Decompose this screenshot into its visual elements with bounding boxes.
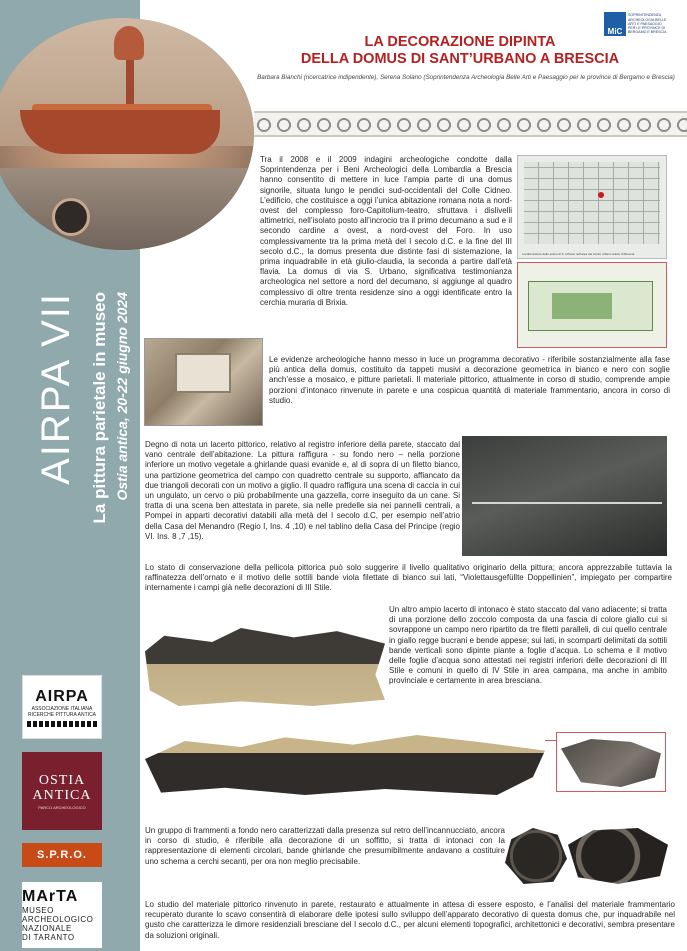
black-painting-fragment-photo	[462, 436, 667, 556]
evidence-paragraph: Le evidenze archeologiche hanno messo in luce un programma decorativo - riferibile sostanzialmente alla fase più antica della domus, costituito da tappeti musivi a decorazione geometrica in bianco e nero con soglie anch’esse a mosaico, e pitture parietali. Il materiale pittorico, attualmente in corso di studio, comprende ampie porzioni d’intonaco rinvenute in parete e una cospicua quantità di materiale frammentario, ancora in corso di studio.	[269, 355, 670, 405]
title-line-2: DELLA DOMUS DI SANT’URBANO A BRESCIA	[300, 51, 620, 67]
airpa-sub-2: RICERCHE PITTURA ANTICA	[27, 711, 97, 718]
ceiling-fragment-photo-2	[568, 828, 668, 884]
ostia-antica-logo	[22, 752, 102, 830]
marta-sub-4: DI TARANTO	[22, 933, 75, 942]
airpa-sub-1: ASSOCIAZIONE ITALIANA	[31, 705, 93, 712]
plaster-fragment-photo	[145, 620, 385, 710]
fresco-ship-image	[0, 18, 254, 250]
decorative-frieze	[254, 111, 687, 137]
painting-description-paragraph: Degno di nota un lacerto pittorico, relativo al registro inferiore della parete, staccato dal vano centrale dell’abitazione. La pittura raffigura - su fondo nero – nella porzione inferiore un motivo vegetale a ghirlande quasi evanide e, al di sopra di un filetto bianco, una partizione geometrica del campo con quadretto centrale su supporto, affiancato da due triangoli decorati con un motivo a giglio. Il quadro raffigura una scena di caccia in cui un ungulato, un cervo o più probabilmente una gazzella, corre inseguito da un cane. Si tratta di una scena ben attestata in parete, sia nelle predelle sia nei pannelli centrali, a Pompei in apparti decorativi databili alla metà del I secolo d.C, per esempio nell’atrio della Casa del Menandro (Regio I, Ins. 4 ,10) e nel tablino della Casa del Principe (regio VI. Ins. 8 ,7 ,15).	[145, 440, 460, 541]
conservation-paragraph: Lo stato di conservazione della pellicola pittorica può solo suggerire il livello qualitativo originario della pittura; ancora apprezzabile tuttavia la raffinatezza dell’ornato e il motivo delle sottili bande viola filettate di bianco sui lati, “Violettausgefüllte Doppellinien”, impiegato per compartire internamente i campi già nelle decorazioni di III Stile.	[145, 563, 672, 593]
ceiling-fragments-paragraph: Un gruppo di frammenti a fondo nero caratterizzati dalla presenza sul retro dell’incannucciato, ancora in corso di studio, è riferibile alla decorazione di un soffitto, si tratta di intonaci con la rappresentazione di elementi circolari, bande ghirlande che presumibilmente andavano a costituire uno schema a cerchi secanti, per ora non meglio precisabile.	[145, 826, 505, 866]
authors: Barbara Bianchi (ricercatrice indipendente), Serena Solano (Soprintendenza Archeologia Belle Arti e Paesaggio per le province di Bergamo e Brescia)	[257, 74, 675, 81]
marta-sub-3: NAZIONALE	[22, 924, 72, 933]
site-marker	[598, 192, 604, 198]
event-subtitle: La pittura parietale in museo	[90, 292, 109, 524]
spro-name: S.P.R.O.	[37, 849, 87, 861]
fragment-detail-photo	[556, 732, 666, 792]
ministry-line-1: SOPRINTENDENZA	[628, 13, 662, 18]
airpa-logo	[22, 675, 102, 739]
city-map-image	[517, 155, 667, 259]
long-fragment-photo	[145, 725, 545, 805]
conclusion-paragraph: Lo studio del materiale pittorico rinvenuto in parete, restaurato e attualmente in attesa di essere esposto, e l’analisi del materiale frammentario recuperato durante lo scavo consentirà di elaborare delle ipotesi sullo sviluppo dell’apparato decorativo di questa domus che, pur inquadrabile nel gusto che caratterizza le dimore residenziali bresciane del I secolo d.C., per alcuni elementi topografici, architettonici e decorativi, sembra presentare da soluzioni originali.	[145, 900, 675, 940]
marta-logo	[22, 882, 102, 948]
marta-sub-2: ARCHEOLOGICO	[22, 915, 94, 924]
ministry-line-5: BERGAMO E BRESCIA	[628, 30, 667, 35]
airpa-meander-pattern	[27, 721, 97, 727]
ministry-line-4: PER LE PROVINCE DI	[628, 26, 666, 31]
airpa-name: AIRPA	[35, 687, 89, 705]
ceiling-fragment-photo-1	[505, 828, 567, 884]
mic-badge: MiC	[604, 12, 626, 36]
map-caption: Localizzazione dello scavo di S. Urbano nell’area del centro urbano antico di Brescia	[522, 252, 635, 256]
ostia-name-2: ANTICA	[32, 787, 92, 803]
title-line-1: LA DECORAZIONE DIPINTA	[364, 34, 556, 50]
zoccolo-paragraph: Un altro ampio lacerto di intonaco è stato staccato dal vano adiacente; si tratta di una porzione dello zoccolo composta da una fascia di colore giallo cui si sovrappone un campo nero ripartito da tre filetti paralleli, di cui quello centrale in giallo regge bucrani e bende appese; sui lati, in scomparti delimitati da sottili bande verticali sono dipinte piante a foglie d’acqua. Lo schema e il motivo delle foglie d’acqua sono attestati nei registri inferiori delle decorazioni di III Stile e comuni in quello di IV Stile in area campana, ma anche in ambito provinciale e certamente in area bresciana.	[389, 605, 667, 686]
marta-name: MArTA	[22, 888, 79, 905]
ostia-name-1: OSTIA	[38, 772, 86, 788]
ostia-sub: PARCO ARCHEOLOGICO	[38, 804, 86, 810]
excavation-plan-image	[517, 262, 667, 348]
event-title: AIRPA VII	[34, 292, 78, 485]
ministry-line-2: ARCHEOLOGIA BELLE	[628, 17, 667, 22]
excavation-photo	[144, 338, 263, 426]
event-title-block	[16, 292, 136, 712]
intro-paragraph: Tra il 2008 e il 2009 indagini archeologiche condotte dalla Soprintendenza per i Beni Archeologici della Lombardia a Brescia hanno consentito di mettere in luce l’ampia parte di una domus signorile, situata lungo le pendici sud-occidentali del Colle Cidneo. L’edificio, che costituisce a oggi l’unica abitazione romana nota a nord-ovest del complesso foro-Capitolium-teatro, sfruttava i dislivelli altimetrici, nell’isolato posto all’incrocio tra il primo decumano a sud e il secondo cardine a ovest, a nord-ovest del Foro. In uso complessivamente tra la prima metà del I secolo d.C. e la fine del III secolo d.C., la domus presenta due distinte fasi di sistemazione, la prima inquadrabile in età giulio-claudia, la seconda a partire dall’età flavia. La domus di via S. Urbano, significativa testimonianza archeologica nel settore a nord del decumano, si aggiunge al quadro complessivo di oltre trenta residenze sino a oggi identificate entro la cerchia muraria di Brixia.	[260, 155, 512, 307]
event-place-date: Ostia antica, 20-22 giugno 2024	[114, 292, 130, 501]
ministry-line-3: ARTI E PAESAGGIO	[628, 21, 662, 26]
marta-sub-1: MUSEO	[22, 906, 54, 915]
poster-title	[250, 34, 670, 68]
spro-logo	[22, 843, 102, 867]
